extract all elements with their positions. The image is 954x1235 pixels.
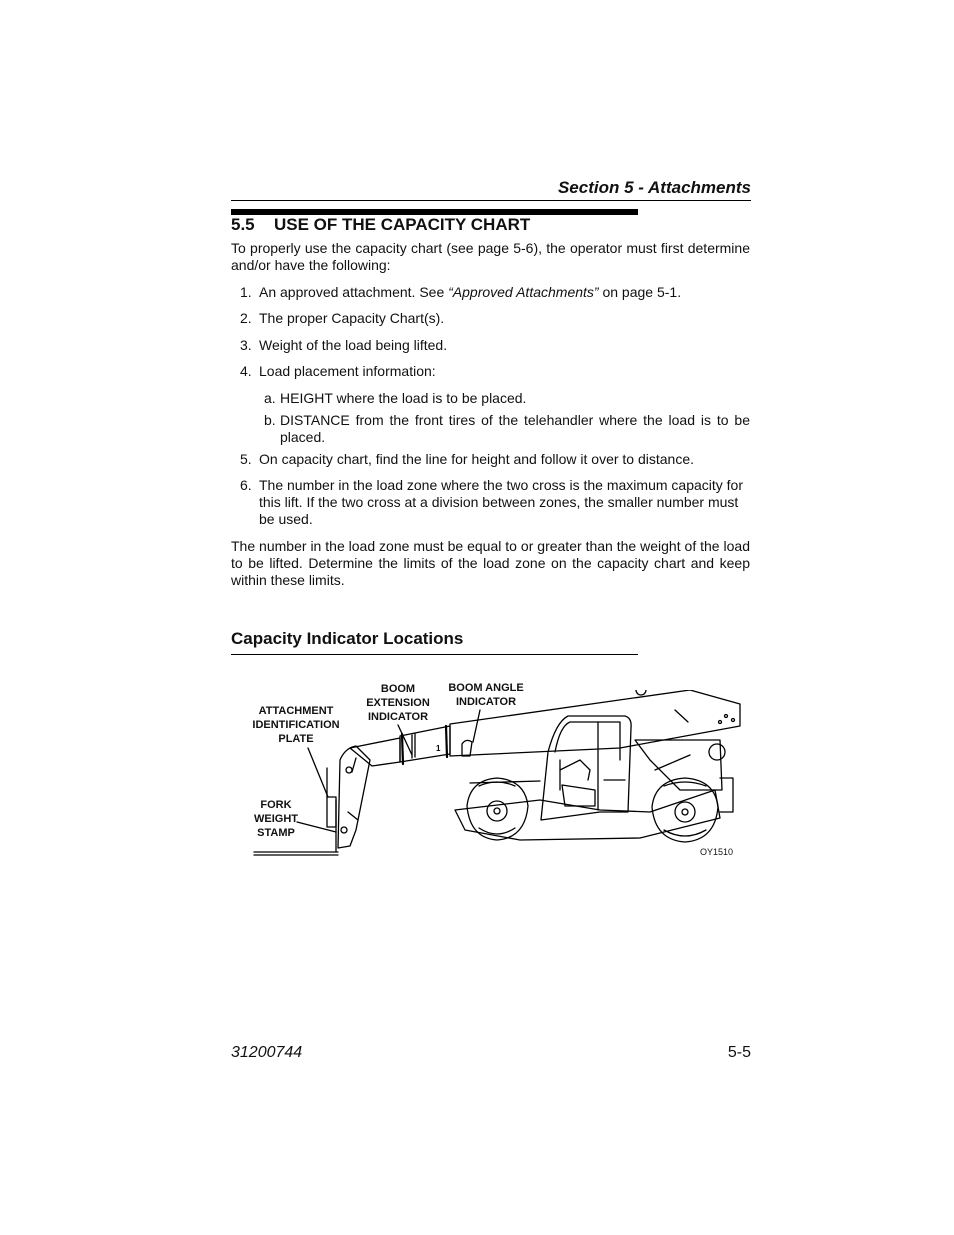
front-wheel — [467, 778, 528, 840]
boom-angle-leader — [473, 710, 480, 742]
fork-carriage — [327, 797, 336, 827]
list-item-text: Load placement information: — [259, 363, 436, 379]
telehandler-illustration — [240, 690, 750, 865]
document-number: 31200744 — [231, 1044, 303, 1061]
boom-pivot — [636, 690, 646, 695]
sub-list-item-letter: b. — [264, 412, 276, 428]
intro-paragraph: To properly use the capacity chart (see page 5-6), the operator must first determine and/or have the following: — [231, 240, 750, 273]
boom-angle-indicator — [462, 740, 472, 756]
list-item-number: 5. — [240, 451, 252, 467]
list-item-text: The proper Capacity Chart(s). — [259, 310, 445, 326]
sub-list-item-text: HEIGHT where the load is to be placed. — [280, 390, 527, 406]
list-item-text: An approved attachment. See “Approved Attachments” on page 5-1. — [259, 284, 682, 300]
list-item-text: The number in the load zone where the two cross is the maximum capacity for this lift. If the two cross at a division between zones, the smaller number must be used. — [259, 477, 743, 527]
rear-wheel-hub — [675, 802, 695, 822]
section-number: 5.5 — [231, 215, 255, 234]
list-item-number: 4. — [240, 363, 252, 379]
section-title — [231, 215, 530, 235]
rear-wheel — [652, 778, 718, 842]
attachment-plate-label: ATTACHMENT IDENTIFICATION PLATE — [252, 705, 340, 745]
chassis — [455, 790, 720, 840]
list-item-number: 1. — [240, 284, 252, 300]
page-number: 5-5 — [727, 1044, 751, 1061]
subsection-title: Capacity Indicator Locations — [231, 629, 464, 648]
boom-extension-mark: 1 — [436, 744, 441, 753]
list-item-number: 6. — [240, 477, 252, 493]
list-item-text: Weight of the load being lifted. — [259, 337, 448, 353]
front-wheel-hub — [487, 801, 507, 821]
header-rule — [231, 200, 751, 201]
list-item-number: 2. — [240, 310, 252, 326]
section-header: Section 5 - Attachments — [557, 178, 751, 197]
sub-list-item-letter: a. — [264, 390, 276, 406]
figure-code: OY1510 — [700, 847, 734, 857]
sub-list-item-text: DISTANCE from the front tires of the telehandler where the load is to be placed. — [280, 412, 750, 445]
closing-paragraph: The number in the load zone must be equal to or greater than the weight of the load to be lifted. Determine the limits of the load zone on the capacity chart and keep within these limits. — [231, 538, 750, 588]
list-item-number: 3. — [240, 337, 252, 353]
boom-extension-label: BOOM EXTENSION INDICATOR — [366, 683, 430, 723]
boom-tip-section — [350, 738, 400, 766]
section-title-text: USE OF THE CAPACITY CHART — [274, 215, 531, 234]
list-item-text: On capacity chart, find the line for height and follow it over to distance. — [259, 451, 695, 467]
subsection-rule — [231, 654, 638, 655]
boom-main-section — [450, 690, 740, 756]
fork-weight-label: FORK WEIGHT STAMP — [254, 799, 298, 839]
attachment-plate-leader — [308, 748, 328, 797]
boom-angle-label: BOOM ANGLE INDICATOR — [448, 682, 524, 708]
operator-cab — [541, 716, 631, 820]
